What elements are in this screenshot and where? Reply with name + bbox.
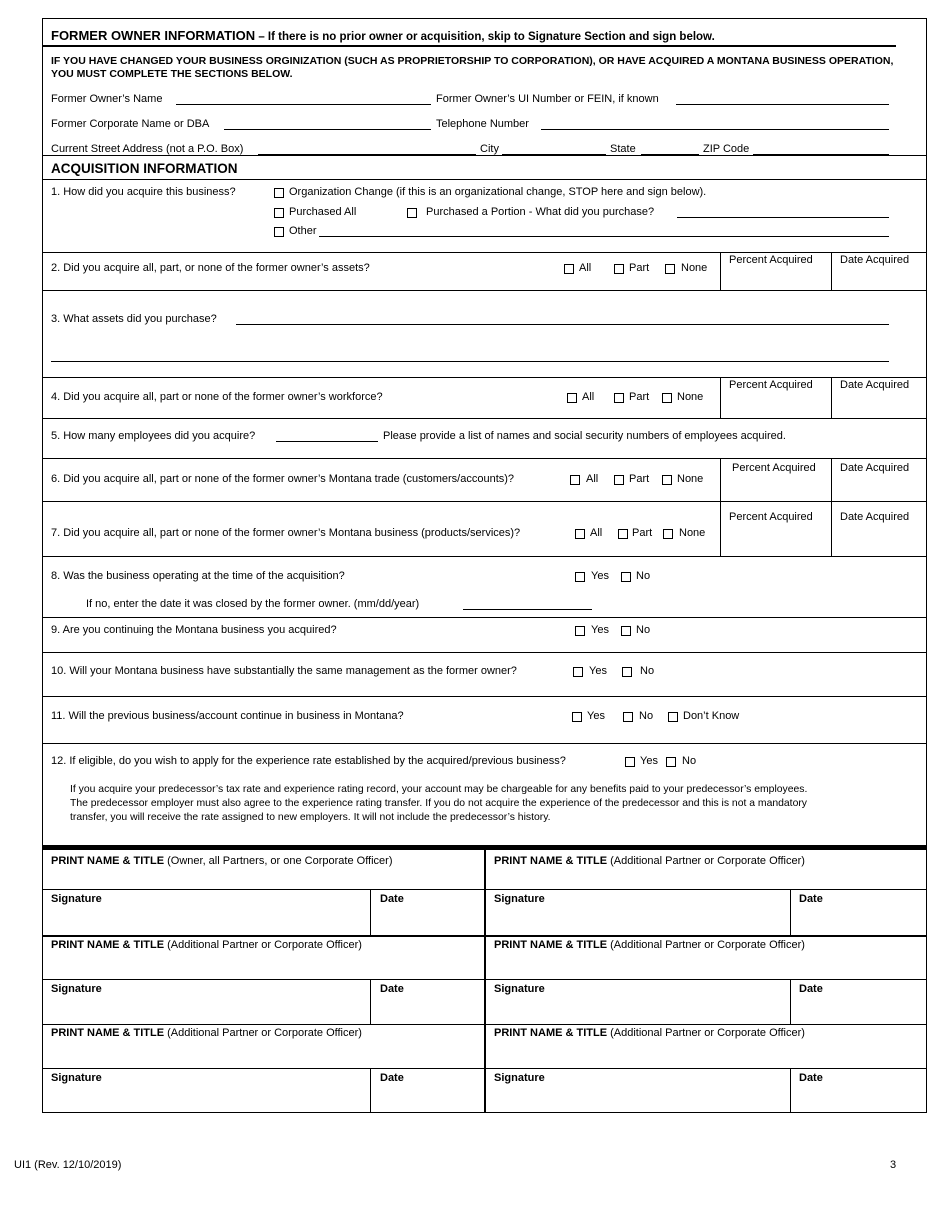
q4-all-label: All [582, 391, 595, 403]
divider [42, 45, 896, 47]
telephone-field[interactable] [541, 129, 889, 130]
q4-label: 4. Did you acquire all, part or none of the former owner’s workforce? [51, 391, 383, 403]
q10-no-checkbox[interactable] [622, 667, 632, 677]
print-name-note: (Additional Partner or Corporate Officer) [607, 939, 805, 951]
q6-date-acquired-label: Date Acquired [840, 462, 910, 474]
divider [831, 501, 832, 556]
q10-no-label: No [640, 665, 655, 677]
divider [42, 1068, 927, 1069]
divider [42, 889, 927, 890]
print-name-owner-label [51, 855, 393, 868]
q1-org-change-label: Organization Change (if this is an organizational change, STOP here and sign below). [289, 186, 707, 198]
print-name-additional-label [494, 939, 805, 952]
q12-no-label: No [682, 755, 697, 767]
telephone-label: Telephone Number [436, 118, 529, 130]
city-label: City [480, 143, 499, 155]
acquisition-heading: ACQUISITION INFORMATION [51, 161, 238, 176]
q4-none-label: None [677, 391, 704, 403]
q1-label: 1. How did you acquire this business? [51, 186, 236, 198]
former-owner-heading-text: FORMER OWNER INFORMATION [51, 28, 256, 43]
print-name-title: PRINT NAME & TITLE [51, 939, 165, 951]
divider [42, 155, 927, 156]
q12-yes-checkbox[interactable] [625, 757, 635, 767]
q4-all-checkbox[interactable] [567, 393, 577, 403]
divider [42, 556, 927, 557]
q11-yes-checkbox[interactable] [572, 712, 582, 722]
former-corp-name-label: Former Corporate Name or DBA [51, 118, 210, 130]
divider [720, 458, 721, 501]
q4-date-acquired-label: Date Acquired [840, 379, 910, 391]
signature-label: Signature [494, 1072, 545, 1084]
form-id: UI1 (Rev. 12/10/2019) [14, 1159, 122, 1171]
divider [790, 979, 791, 1024]
divider [42, 935, 927, 937]
divider [720, 501, 721, 556]
former-owner-name-label: Former Owner’s Name [51, 93, 163, 105]
q7-part-checkbox[interactable] [618, 529, 628, 539]
date-label: Date [799, 1072, 823, 1084]
q1-purchased-portion-checkbox[interactable] [407, 208, 417, 218]
divider [42, 290, 927, 291]
print-name-additional-label [494, 855, 805, 868]
print-name-note: (Additional Partner or Corporate Officer) [164, 1027, 362, 1039]
signature-label: Signature [51, 983, 102, 995]
q12-yes-label: Yes [640, 755, 658, 767]
divider [720, 252, 721, 290]
former-owner-ui-label: Former Owner’s UI Number or FEIN, if known [436, 93, 659, 105]
q3-label: 3. What assets did you purchase? [51, 313, 217, 325]
print-name-note: (Additional Partner or Corporate Officer) [607, 855, 805, 867]
q11-no-label: No [639, 710, 654, 722]
q7-label: 7. Did you acquire all, part or none of the former owner’s Montana business (products/services)? [51, 527, 521, 539]
divider [370, 889, 371, 935]
q2-date-acquired-label: Date Acquired [840, 254, 910, 266]
print-name-additional-label [494, 1027, 805, 1040]
q2-part-label: Part [629, 262, 650, 274]
divider [42, 252, 927, 253]
q1-other-checkbox[interactable] [274, 227, 284, 237]
q2-all-checkbox[interactable] [564, 264, 574, 274]
q9-label: 9. Are you continuing the Montana business you acquired? [51, 624, 337, 636]
q5-note: Please provide a list of names and social security numbers of employees acquired. [383, 430, 786, 442]
print-name-title: PRINT NAME & TITLE [494, 939, 608, 951]
date-label: Date [380, 1072, 404, 1084]
q6-all-checkbox[interactable] [570, 475, 580, 485]
divider [720, 377, 721, 418]
q3-field-line-2[interactable] [51, 361, 889, 362]
page-number: 3 [890, 1159, 897, 1171]
q2-none-checkbox[interactable] [665, 264, 675, 274]
q8-sub-label: If no, enter the date it was closed by the former owner. (mm/dd/year) [86, 598, 420, 610]
signature-label: Signature [51, 893, 102, 905]
q12-no-checkbox[interactable] [666, 757, 676, 767]
q12-label: 12. If eligible, do you wish to apply for the experience rate established by the acquired/previous business? [51, 755, 566, 767]
date-label: Date [799, 983, 823, 995]
q2-label: 2. Did you acquire all, part, or none of the former owner’s assets? [51, 262, 370, 274]
divider [42, 743, 927, 744]
q4-none-checkbox[interactable] [662, 393, 672, 403]
print-name-note: (Additional Partner or Corporate Officer) [607, 1027, 805, 1039]
divider [42, 652, 927, 653]
date-label: Date [799, 893, 823, 905]
print-name-title: PRINT NAME & TITLE [494, 1027, 608, 1039]
q8-yes-checkbox[interactable] [575, 572, 585, 582]
print-name-additional-label [51, 1027, 362, 1040]
zip-label: ZIP Code [703, 143, 750, 155]
divider [831, 377, 832, 418]
q2-part-checkbox[interactable] [614, 264, 624, 274]
q12-note-line-1: If you acquire your predecessor’s tax rate and experience rating record, your account may be chargeable for any benefits paid to your predecessor’s employees. [70, 784, 808, 795]
date-label: Date [380, 983, 404, 995]
q1-purchased-portion-label: Purchased a Portion - What did you purchase? [426, 206, 655, 218]
q7-date-acquired-label: Date Acquired [840, 511, 910, 523]
q6-none-checkbox[interactable] [662, 475, 672, 485]
divider [42, 458, 927, 459]
divider [42, 979, 927, 980]
divider [42, 617, 927, 618]
print-name-note: (Additional Partner or Corporate Officer) [164, 939, 362, 951]
q9-yes-checkbox[interactable] [575, 626, 585, 636]
q6-none-label: None [677, 473, 704, 485]
q6-all-label: All [586, 473, 599, 485]
q4-part-checkbox[interactable] [614, 393, 624, 403]
print-name-additional-label [51, 939, 362, 952]
q8-yes-label: Yes [591, 570, 609, 582]
q4-part-label: Part [629, 391, 650, 403]
former-owner-ui-field[interactable] [676, 104, 889, 105]
q11-label: 11. Will the previous business/account continue in business in Montana? [51, 710, 404, 722]
date-label: Date [380, 893, 404, 905]
q10-yes-label: Yes [589, 665, 607, 677]
print-name-title: PRINT NAME & TITLE [51, 855, 165, 867]
divider [42, 501, 927, 502]
q9-no-checkbox[interactable] [621, 626, 631, 636]
former-owner-heading [51, 28, 715, 45]
q7-none-checkbox[interactable] [663, 529, 673, 539]
notice-line-1: IF YOU HAVE CHANGED YOUR BUSINESS ORGINIZATION (SUCH AS PROPRIETORSHIP TO CORPORATION), OR HAVE ACQUIRED A MONTANA BUSINESS OPERATION, [51, 55, 894, 67]
signature-label: Signature [494, 893, 545, 905]
q1-org-change-checkbox[interactable] [274, 188, 284, 198]
q6-part-checkbox[interactable] [614, 475, 624, 485]
q8-no-checkbox[interactable] [621, 572, 631, 582]
q2-percent-acquired-label: Percent Acquired [729, 254, 813, 266]
divider [42, 696, 927, 697]
q11-yes-label: Yes [587, 710, 605, 722]
q10-label: 10. Will your Montana business have substantially the same management as the former owner? [51, 665, 517, 677]
divider [42, 179, 927, 180]
q2-all-label: All [579, 262, 592, 274]
q7-all-checkbox[interactable] [575, 529, 585, 539]
q9-no-label: No [636, 624, 651, 636]
q12-note-line-2: The predecessor employer must also agree to the experience rating transfer. If you do not acquire the experience of the predecessor and this is not a mandatory [70, 798, 807, 809]
state-label: State [610, 143, 636, 155]
print-name-note: (Owner, all Partners, or one Corporate Officer) [164, 855, 393, 867]
former-owner-heading-note: – If there is no prior owner or acquisition, skip to Signature Section and sign below. [255, 31, 715, 43]
divider [831, 458, 832, 501]
q5-field[interactable] [276, 441, 378, 442]
q1-other-field[interactable] [319, 236, 889, 237]
q2-none-label: None [681, 262, 708, 274]
q11-dont-know-label: Don’t Know [683, 710, 740, 722]
street-address-label: Current Street Address (not a P.O. Box) [51, 143, 244, 155]
divider [370, 979, 371, 1024]
divider [790, 889, 791, 935]
divider [831, 252, 832, 290]
q12-note-line-3: transfer, you will receive the rate assigned to new employers. It will not include the predecessor’s history. [70, 812, 551, 823]
q9-yes-label: Yes [591, 624, 609, 636]
q8-closed-date-field[interactable] [463, 609, 592, 610]
q1-purchased-all-checkbox[interactable] [274, 208, 284, 218]
q7-percent-acquired-label: Percent Acquired [729, 511, 813, 523]
q4-percent-acquired-label: Percent Acquired [729, 379, 813, 391]
divider [42, 377, 927, 378]
q1-purchased-all-label: Purchased All [289, 206, 357, 218]
signature-label: Signature [494, 983, 545, 995]
q1-purchased-portion-field[interactable] [677, 217, 889, 218]
notice-line-2: YOU MUST COMPLETE THE SECTIONS BELOW. [51, 68, 293, 80]
q6-label: 6. Did you acquire all, part or none of the former owner’s Montana trade (customers/accounts)? [51, 473, 515, 485]
print-name-title: PRINT NAME & TITLE [51, 1027, 165, 1039]
q7-none-label: None [679, 527, 706, 539]
former-corp-name-field[interactable] [224, 129, 431, 130]
q10-yes-checkbox[interactable] [573, 667, 583, 677]
q11-no-checkbox[interactable] [623, 712, 633, 722]
q8-no-label: No [636, 570, 651, 582]
q8-label: 8. Was the business operating at the time of the acquisition? [51, 570, 345, 582]
q6-percent-acquired-label: Percent Acquired [732, 462, 816, 474]
divider [790, 1068, 791, 1113]
former-owner-name-field[interactable] [176, 104, 431, 105]
q7-all-label: All [590, 527, 603, 539]
q3-field[interactable] [236, 324, 889, 325]
q11-dont-know-checkbox[interactable] [668, 712, 678, 722]
q1-other-label: Other [289, 225, 317, 237]
q6-part-label: Part [629, 473, 650, 485]
print-name-title: PRINT NAME & TITLE [494, 855, 608, 867]
divider [370, 1068, 371, 1113]
divider [42, 418, 927, 419]
divider [42, 1024, 927, 1025]
q7-part-label: Part [632, 527, 653, 539]
signature-label: Signature [51, 1072, 102, 1084]
q5-label: 5. How many employees did you acquire? [51, 430, 256, 442]
